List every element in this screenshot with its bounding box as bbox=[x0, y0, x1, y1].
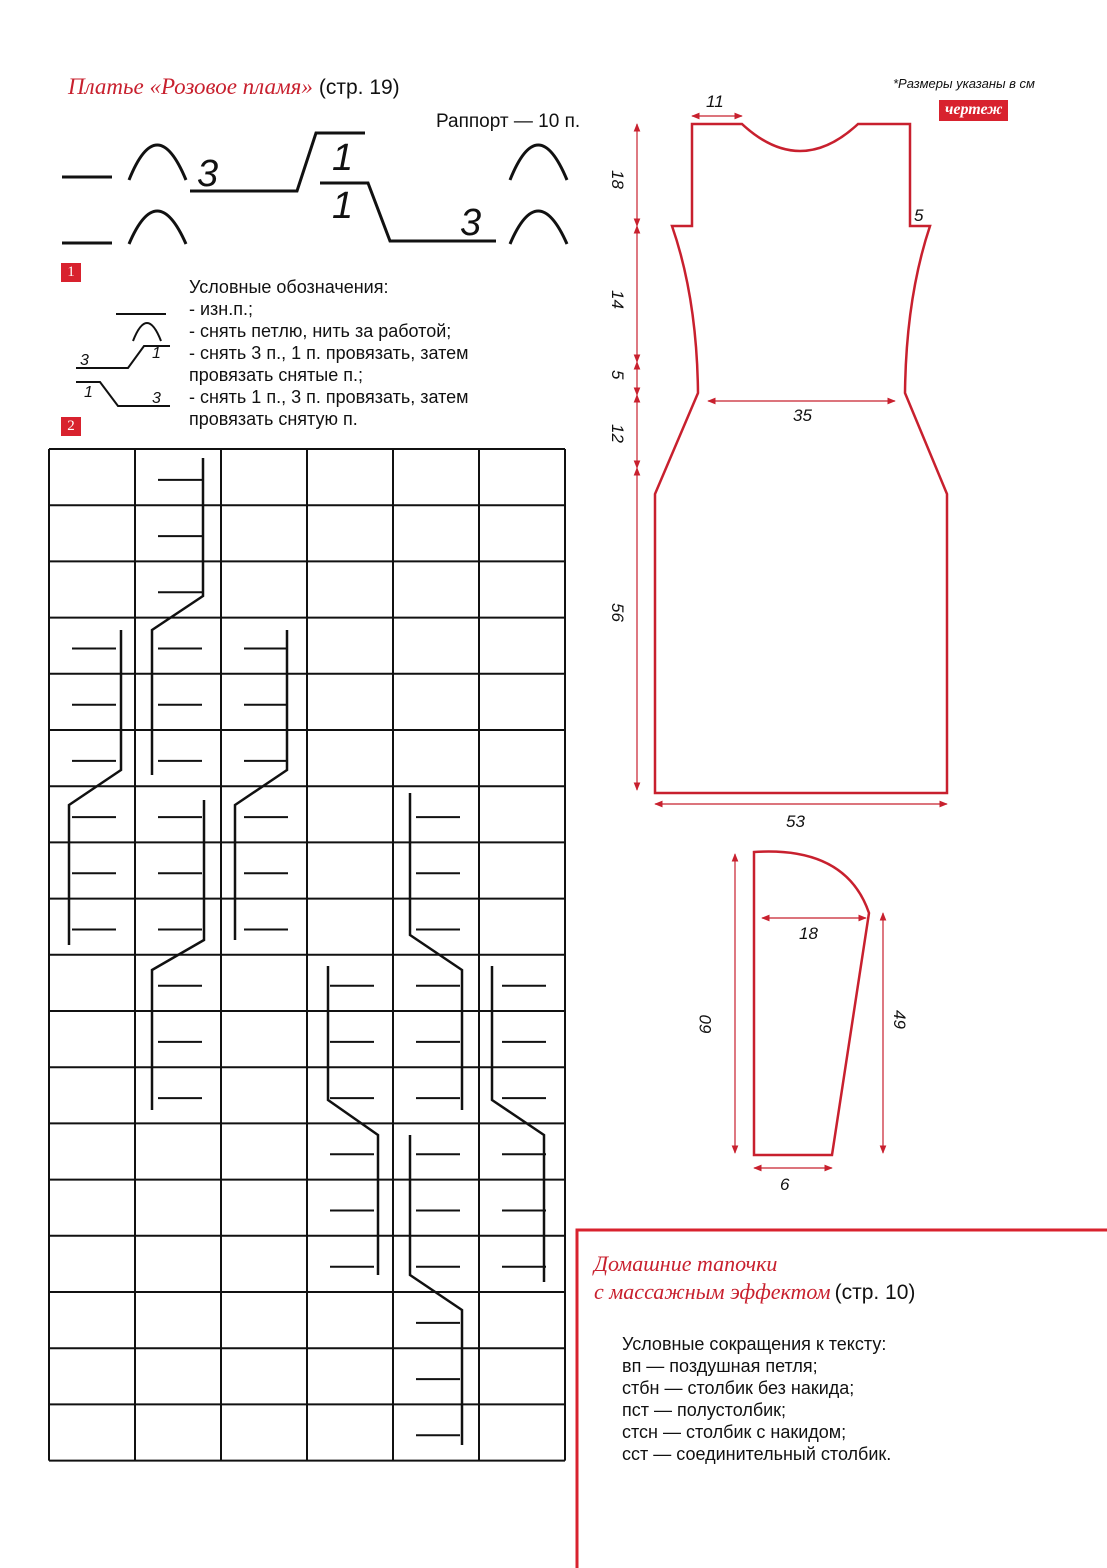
dim-label: 56 bbox=[608, 603, 627, 622]
legend-number: 3 bbox=[80, 352, 89, 369]
slippers-title-line1: Домашние тапочки bbox=[594, 1251, 778, 1276]
abbreviations bbox=[622, 1333, 891, 1465]
abbr-item: пст — полустолбик; bbox=[622, 1400, 787, 1420]
units-note: *Размеры указаны в см bbox=[893, 76, 1035, 91]
legend-number: 1 bbox=[84, 384, 93, 401]
legend-line: провязать снятые п.; bbox=[189, 365, 363, 385]
pattern-number: 3 bbox=[460, 202, 482, 244]
legend-line: провязать снятую п. bbox=[189, 409, 358, 429]
legend-line: - снять 1 п., 3 п. провязать, затем bbox=[189, 387, 469, 407]
pattern-number: 1 bbox=[332, 185, 354, 227]
legend-number: 1 bbox=[152, 345, 161, 362]
badge-1: 1 bbox=[61, 263, 81, 282]
dim-label: 11 bbox=[706, 92, 724, 111]
legend-title: Условные обозначения: bbox=[189, 277, 389, 297]
legend-line: - снять петлю, нить за работой; bbox=[189, 321, 452, 341]
slippers-title-line2: с массажным эффектом bbox=[594, 1279, 831, 1304]
dim-label: 53 bbox=[786, 812, 805, 831]
dim-label: 49 bbox=[890, 1010, 909, 1029]
dim-label: 5 bbox=[608, 370, 627, 380]
abbr-item: сст — соединительный столбик. bbox=[622, 1444, 892, 1464]
slippers-title bbox=[594, 1250, 915, 1307]
dim-label: 14 bbox=[608, 290, 627, 309]
abbr-title: Условные сокращения к тексту: bbox=[622, 1334, 887, 1354]
dim-label: 12 bbox=[608, 424, 627, 443]
dim-label: 35 bbox=[793, 406, 812, 425]
dim-label: 18 bbox=[799, 924, 818, 943]
abbr-item: вп — поздушная петля; bbox=[622, 1356, 818, 1376]
dim-label: 60 bbox=[696, 1015, 715, 1034]
legend-line: - снять 3 п., 1 п. провязать, затем bbox=[189, 343, 469, 363]
legend-number: 3 bbox=[152, 390, 161, 407]
dim-label: 18 bbox=[608, 170, 627, 189]
abbr-item: стбн — столбик без накида; bbox=[622, 1378, 855, 1398]
drawing-tag: чертеж bbox=[939, 100, 1008, 121]
pattern-number: 1 bbox=[332, 137, 354, 179]
dress-page-ref: (стр. 19) bbox=[318, 76, 400, 99]
slippers-page-ref: (стр. 10) bbox=[834, 1281, 916, 1304]
rapport-label: Раппорт — 10 п. bbox=[436, 111, 581, 132]
dim-label: 5 bbox=[914, 206, 924, 225]
sleeve-outline bbox=[754, 852, 869, 1155]
dress-title-text: Платье «Розовое пламя» bbox=[68, 74, 313, 99]
legend-line: - изн.п.; bbox=[189, 299, 253, 319]
badge-2: 2 bbox=[61, 417, 81, 436]
pattern-number: 3 bbox=[197, 153, 219, 195]
dim-label: 6 bbox=[780, 1175, 790, 1194]
dress-outline bbox=[655, 124, 947, 793]
abbr-item: стсн — столбик с накидом; bbox=[622, 1422, 847, 1442]
